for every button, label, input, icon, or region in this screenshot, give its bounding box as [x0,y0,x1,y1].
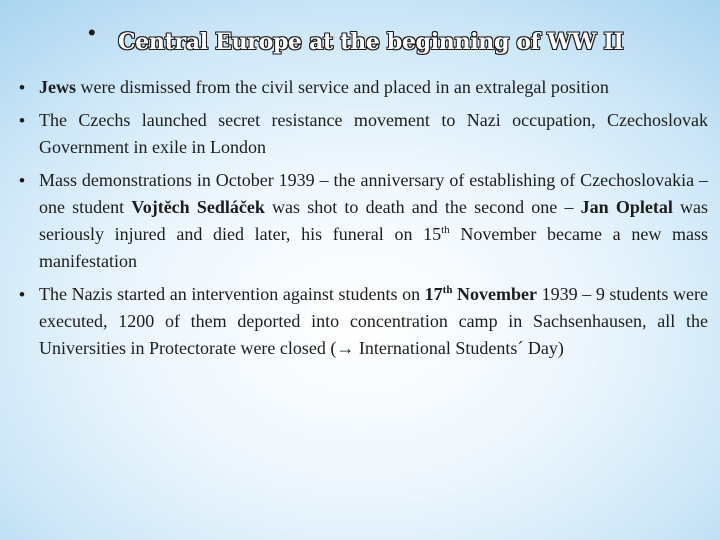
bullet-item [18,107,708,161]
bullet-text-segment: The Czechs launched secret resistance movement to Nazi occupation, Czechoslovak Government in exile in London [39,110,708,157]
bullet-text-segment: November [452,284,538,304]
bullet-text-segment: were dismissed from the civil service and placed in an extralegal position [76,77,609,97]
title-row [88,18,708,58]
bullet-text-segment: November became a new mass manifestation [39,224,708,271]
bullet-item [18,74,708,101]
bullet-text-segment: th [441,224,450,236]
bullet-text-segment: 1939 – 9 students were executed, 1200 of them deported into concentration camp in Sachsenhausen, all the Universities in Protectorate were closed (→ International Students´ Day) [39,284,708,358]
bullet-icon: • [19,285,25,304]
bullet-text-segment: 17 [424,284,443,304]
bullet-list [18,74,708,362]
bullet-item [18,281,708,362]
bullet-text-segment: Mass demonstrations in October 1939 – the anniversary of establishing of Czechoslovakia – one student [39,170,708,217]
bullet-text-segment: The Nazis started an intervention against students on [39,284,425,304]
bullet-icon: • [19,171,25,190]
bullet-text-segment: th [442,284,453,296]
bullet-text-segment: was seriously injured and died later, his funeral on 15 [39,197,709,244]
bullet-text-segment: Vojtěch Sedláček [131,197,265,217]
bullet-text-segment: Jews [39,77,76,97]
slide-title: Central Europe at the beginning of WW II [118,29,624,55]
bullet-icon: • [19,111,25,130]
bullet-icon: • [19,78,25,97]
bullet-text-segment: Jan Opletal [580,197,673,217]
title-bullet-icon: • [88,20,96,45]
bullet-item [18,167,708,275]
bullet-text-segment: was shot to death and the second one – [264,197,581,217]
